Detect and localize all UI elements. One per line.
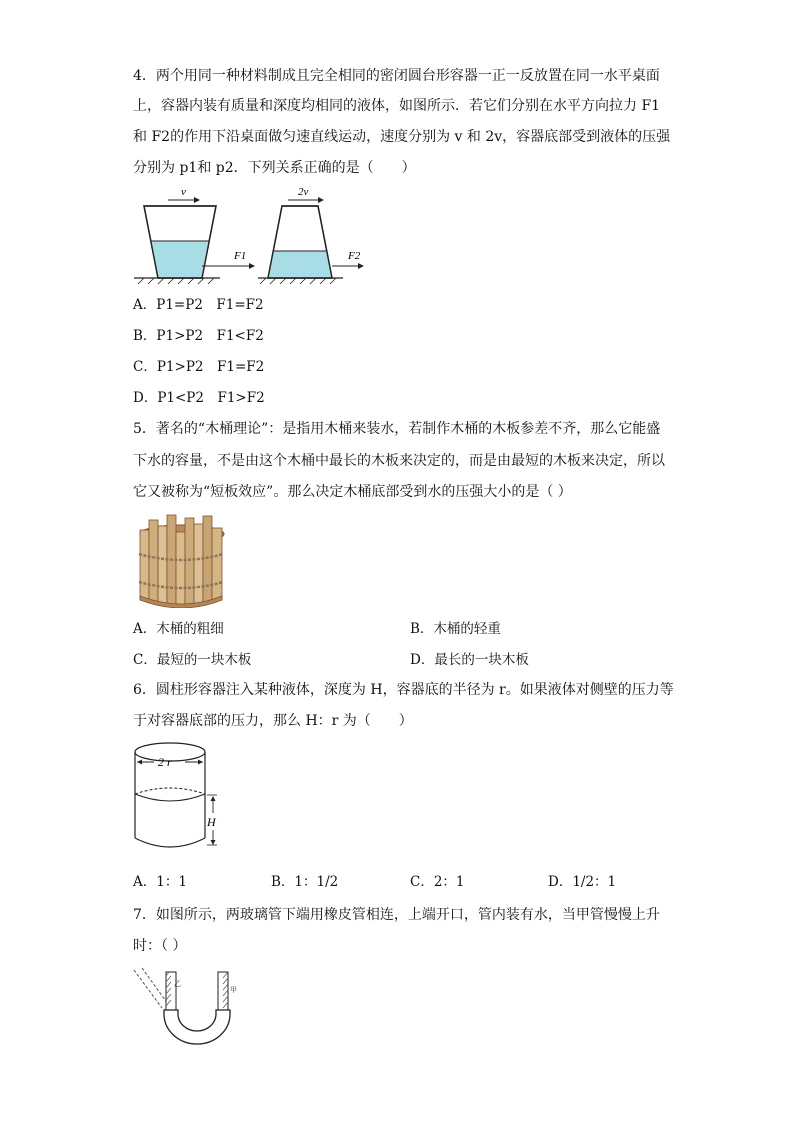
q4-container-1 bbox=[144, 206, 216, 278]
q4-force-arrow-2 bbox=[332, 263, 364, 269]
q7-line-2: 时：（ ） bbox=[133, 938, 187, 954]
q5-option-d[interactable]: D．最长的一块木板 bbox=[410, 652, 529, 668]
q4-v1-label: v bbox=[181, 186, 186, 198]
q5-option-b[interactable]: B．木桶的轻重 bbox=[410, 621, 501, 637]
q4-option-b[interactable]: B．P1>P2 F1<F2 bbox=[133, 328, 264, 344]
q5-line-2: 下水的容量，不是由这个木桶中最长的木板来决定的，而是由最短的木板来决定，所以 bbox=[133, 453, 665, 469]
q5-option-a[interactable]: A．木桶的粗细 bbox=[133, 621, 224, 637]
q6-height-label: H bbox=[207, 815, 216, 829]
q4-f1-label: F1 bbox=[234, 250, 247, 262]
q4-line-2: 上，容器内装有质量和深度均相同的液体，如图所示．若它们分别在水平方向拉力 F1 bbox=[133, 98, 661, 114]
q7-rubber-tube bbox=[164, 1010, 230, 1044]
q6-option-a[interactable]: A．1：1 bbox=[133, 874, 187, 890]
q4-option-c[interactable]: C．P1>P2 F1=F2 bbox=[133, 359, 265, 375]
q7-left-label: 乙 bbox=[174, 980, 181, 988]
q5-line-1: 5．著名的“木桶理论”：是指用木桶来装水，若制作木桶的木板参差不齐，那么它能盛 bbox=[133, 421, 661, 437]
q4-ground-2 bbox=[258, 278, 343, 284]
q4-v2-label: 2v bbox=[298, 186, 309, 198]
q7-right-label: 甲 bbox=[230, 986, 237, 994]
q4-f2-label: F2 bbox=[348, 250, 361, 262]
q7-tube-left bbox=[166, 972, 176, 1012]
q4-option-d[interactable]: D．P1<P2 F1>F2 bbox=[133, 390, 265, 406]
q4-figure bbox=[128, 184, 368, 294]
q6-cylinder-figure bbox=[128, 738, 232, 856]
q5-line-3: 它又被称为“短板效应”。那么决定木桶底部受到水的压强大小的是（ ） bbox=[133, 484, 572, 500]
q4-force-arrow-1 bbox=[202, 263, 255, 269]
q4-line-3: 和 F2的作用下沿桌面做匀速直线运动，速度分别为 v 和 2v，容器底部受到液体的压强 bbox=[133, 129, 671, 145]
q6-option-c[interactable]: C．2：1 bbox=[410, 874, 465, 890]
q6-diameter-label: 2 r bbox=[158, 755, 172, 769]
q4-ground-1 bbox=[134, 278, 220, 284]
q4-line-4: 分别为 p1和 p2．下列关系正确的是（ ） bbox=[133, 160, 416, 176]
q7-u-tube-figure bbox=[128, 962, 248, 1048]
q4-option-a[interactable]: A．P1=P2 F1=F2 bbox=[133, 297, 264, 313]
q7-tube-right bbox=[218, 972, 228, 1012]
q4-line-1: 4．两个用同一种材料制成且完全相同的密闭圆台形容器一正一反放置在同一水平桌面 bbox=[133, 68, 660, 84]
q6-line-1: 6．圆柱形容器注入某种液体，深度为 H，容器底的半径为 r。如果液体对侧壁的压力等 bbox=[133, 682, 674, 698]
q6-option-d[interactable]: D．1/2：1 bbox=[548, 874, 617, 890]
q5-barrel-image bbox=[136, 512, 228, 608]
q6-option-b[interactable]: B．1：1/2 bbox=[271, 874, 339, 890]
q5-option-c[interactable]: C．最短的一块木板 bbox=[133, 652, 252, 668]
q6-line-2: 于对容器底部的压力，那么 H：r 为（ ） bbox=[133, 713, 413, 729]
q7-line-1: 7．如图所示，两玻璃管下端用橡皮管相连，上端开口，管内装有水，当甲管慢慢上升 bbox=[133, 907, 660, 923]
q4-container-2 bbox=[268, 206, 332, 278]
